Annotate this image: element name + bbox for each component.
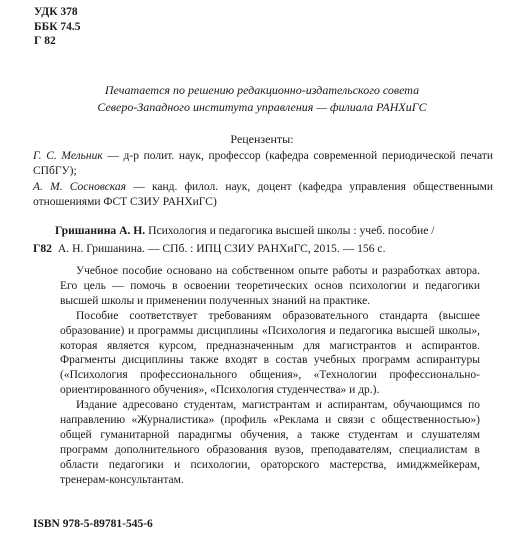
annotation-paragraph: Учебное пособие основано на собственном опыте работы и разработках автора. Его цель — помочь в освоении теоретических основ психологии и педагогики высшей школы и применении полученных знаний на практике. [60,265,480,307]
reviewer-name: А. М. Сосновская [33,181,126,193]
classification-block [34,5,81,49]
bbk-code: ББК 74.5 [34,20,81,33]
annotation [60,264,480,488]
publication-note [0,82,524,116]
reviewer-details: — д-р полит. наук, профессор (кафедра современной периодической печати СПбГУ); [33,150,493,177]
annotation-paragraph: Пособие соответствует требованиям образовательного стандарта (высшее образование) и программы дисциплины «Психология и педагогика высшей школы», которая является курсом, предназначенным для магистрантов и аспирантов. Фрагменты дисциплины также входят в состав учебных программ аспирантуры («Психология профессионального общения», «Технологии профессионально-ориентированного обучения», «Психология студенчества» и др.). [60,309,480,397]
isbn: ISBN 978-5-89781-545-6 [33,518,153,530]
reviewer-entry [33,180,493,210]
publication-note-line2: Северо-Западного института управления — филиала РАНХиГС [97,100,427,114]
udk-code: УДК 378 [34,6,78,18]
reviewer-name: Г. С. Мельник [33,150,103,162]
bib-imprint: А. Н. Гришанина. — СПб. : ИПЦ СЗИУ РАНХиГС, 2015. — 156 с. [55,242,386,255]
annotation-paragraph: Издание адресовано студентам, магистрантам и аспирантам, обучающимся по направлению «Журналистика» (профиль «Реклама и связи с общественностью») общей гуманитарной парадигмы обучения, а также студентам и слушателям программ дополнительного образования вузов, преподавателям, специалистам в области педагогики и психологии, ораторского мастерства, имиджмейкерам, тренерам-консультантам. [60,399,480,486]
bib-title: Психология и педагогика высшей школы : учеб. пособие / [145,224,435,237]
bib-code: Г82 [33,242,52,255]
reviewer-details: — канд. филол. наук, доцент (кафедра управления общественными отношениями ФСТ СЗИУ РАНХиГС) [33,181,494,208]
bibliographic-record [33,222,503,258]
publication-note-line1: Печатается по решению редакционно-издательского совета [104,83,420,97]
bib-author: Гришанина А. Н. [55,224,146,237]
reviewer-entry [33,149,493,179]
reviewers-heading: Рецензенты: [230,132,294,146]
author-sign-code: Г 82 [34,35,56,47]
